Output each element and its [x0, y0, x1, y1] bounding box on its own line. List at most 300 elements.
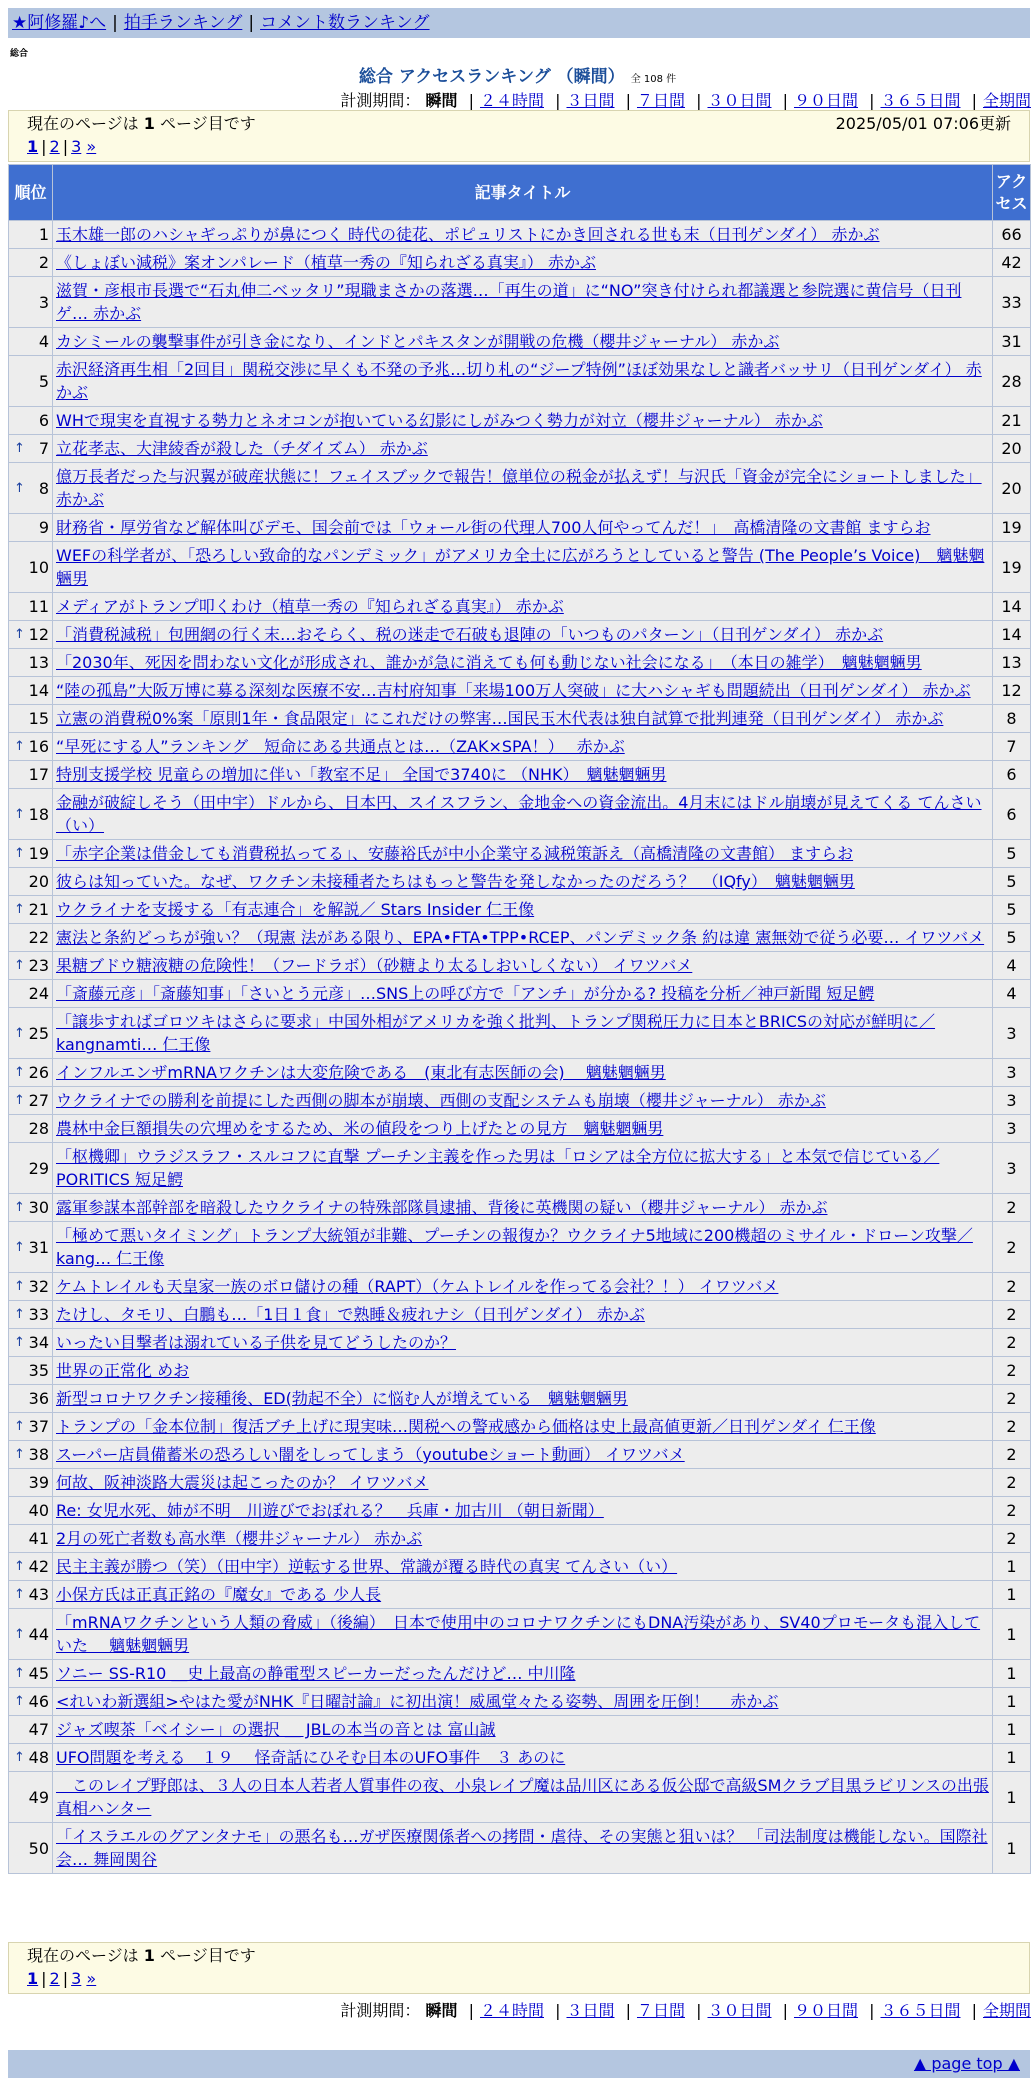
title-cell — [53, 705, 993, 733]
title-cell — [53, 1716, 993, 1744]
title-cell — [53, 277, 993, 328]
title-cell — [53, 1115, 993, 1143]
header-title: 記事タイトル — [53, 165, 993, 221]
rank-up-arrow-icon: ↑ — [14, 1335, 25, 1350]
access-count: 14 — [993, 621, 1031, 649]
pager-bottom: 1 | 2 | 3 » — [27, 1969, 97, 1988]
article-link[interactable]: メディアがトランプ叩くわけ（植草一秀の『知られざる真実』） 赤かぶ — [56, 597, 564, 616]
access-count: 14 — [993, 593, 1031, 621]
article-link[interactable]: 小保方氏は正真正銘の『魔女』である 少人長 — [56, 1585, 382, 1604]
table-row — [9, 407, 1031, 435]
access-count: 2 — [993, 1329, 1031, 1357]
article-link[interactable]: ウクライナを支援する「有志連合」を解説／ Stars Insider 仁王像 — [56, 900, 535, 919]
table-row — [9, 1329, 1031, 1357]
article-link[interactable]: 新型コロナワクチン接種後、ED(勃起不全）に悩む人が増えている 魑魅魍魎男 — [56, 1389, 628, 1408]
access-count: 1 — [993, 1688, 1031, 1716]
table-row — [9, 1688, 1031, 1716]
title-cell — [53, 1772, 993, 1823]
table-row — [9, 1823, 1031, 1874]
period-all[interactable]: 全期間 — [982, 91, 1031, 110]
comment-ranking-link[interactable]: コメント数ランキング — [260, 13, 430, 33]
title-cell — [53, 1497, 993, 1525]
article-link[interactable]: ジャズ喫茶「ベイシー」の選択 ＿ JBLの本当の音とは 富山誠 — [56, 1720, 496, 1739]
rank-cell — [9, 1688, 53, 1716]
table-row — [9, 1660, 1031, 1688]
period-24h[interactable]: ２４時間 — [479, 91, 544, 110]
applause-ranking-link[interactable]: 拍手ランキング — [123, 13, 243, 33]
rank-cell — [9, 1194, 53, 1222]
article-link[interactable]: 立花孝志、大津綾香が殺した（チダイズム） 赤かぶ — [56, 439, 428, 458]
rank-up-arrow-icon: ↑ — [14, 1666, 25, 1681]
article-link[interactable]: UFO問題を考える １９ 怪奇話にひそむ日本のUFO事件 ３ あのに — [56, 1748, 566, 1767]
rank-number: 6 — [38, 411, 49, 430]
article-link[interactable]: 世界の正常化 めお — [56, 1361, 190, 1380]
rank-number: 42 — [28, 1557, 49, 1576]
access-count: 5 — [993, 924, 1031, 952]
table-row — [9, 1744, 1031, 1772]
next-page-link[interactable]: » — [86, 137, 97, 156]
rank-number: 2 — [38, 253, 49, 272]
rank-up-arrow-icon: ↑ — [14, 441, 25, 456]
current-page-text: 現在のページは 1 ページ目です — [27, 1946, 256, 1965]
rank-cell — [9, 649, 53, 677]
rank-cell — [9, 1469, 53, 1497]
title-cell — [53, 1194, 993, 1222]
rank-cell — [9, 924, 53, 952]
rank-up-arrow-icon: ↑ — [14, 1694, 25, 1709]
rank-cell — [9, 952, 53, 980]
article-link[interactable]: 金融が破綻しそう（田中宇）ドルから、日本円、スイスフラン、金地金への資金流出。4月末にはドル崩壊が見えてくる てんさい（い） — [56, 793, 982, 835]
title-cell — [53, 761, 993, 789]
rank-cell — [9, 1525, 53, 1553]
article-link[interactable]: 億万長者だった与沢翼が破産状態に！フェイスブックで報告！億単位の税金が払えず！与沢氏「資金が完全にショートしました」 赤かぶ — [56, 467, 982, 509]
access-count: 4 — [993, 980, 1031, 1008]
title-cell — [53, 1413, 993, 1441]
rank-up-arrow-icon: ↑ — [14, 846, 25, 861]
updated-timestamp: 2025/05/01 07:06更新 — [835, 114, 1011, 133]
rank-cell — [9, 356, 53, 407]
article-link[interactable]: 赤沢経済再生相「2回目」関税交渉に早くも不発の予兆…切り札の“ジープ特例”ほぼ効果なしと識者バッサリ（日刊ゲンダイ） 赤かぶ — [56, 360, 982, 402]
rank-number: 38 — [28, 1445, 49, 1464]
article-link[interactable]: カシミールの襲撃事件が引き金になり、インドとパキスタンが開戦の危機（櫻井ジャーナル） 赤かぶ — [56, 332, 780, 351]
rank-up-arrow-icon: ↑ — [14, 1200, 25, 1215]
period-90d[interactable]: ９０日間 — [793, 91, 858, 110]
title-cell — [53, 677, 993, 705]
rank-cell — [9, 677, 53, 705]
article-link[interactable]: 「赤字企業は借金しても消費税払ってる」、安藤裕氏が中小企業守る減税策訴え（高橋清隆の文書館） ますらお — [56, 844, 854, 863]
rank-number: 4 — [38, 332, 49, 351]
rank-number: 1 — [38, 225, 49, 244]
rank-cell — [9, 1553, 53, 1581]
ranking-table — [8, 164, 1031, 1874]
rank-up-arrow-icon: ↑ — [14, 1093, 25, 1108]
article-link[interactable]: 《しょぼい減税》案オンパレード（植草一秀の『知られざる真実』） 赤かぶ — [56, 253, 596, 272]
rank-cell — [9, 435, 53, 463]
rank-number: 41 — [28, 1529, 49, 1548]
rank-cell — [9, 1581, 53, 1609]
table-row — [9, 1273, 1031, 1301]
title-cell — [53, 649, 993, 677]
pager-top: 1 | 2 | 3 » — [27, 137, 97, 156]
rank-number: 5 — [38, 371, 49, 391]
article-link[interactable]: 果糖ブドウ糖液糖の危険性！（フードラボ）（砂糖より太るしおいしくない） イワツバメ — [56, 956, 693, 975]
page-link-1[interactable]: 1 — [27, 137, 39, 156]
table-row — [9, 221, 1031, 249]
access-count: 1 — [993, 1772, 1031, 1823]
article-link[interactable]: 「譲歩すればゴロツキはさらに要求」中国外相がアメリカを強く批判、トランプ関税圧力に日本とBRICSの対応が鮮明に／kangnamti… 仁王像 — [56, 1012, 936, 1054]
rank-up-arrow-icon: ↑ — [14, 1447, 25, 1462]
table-header-row — [9, 165, 1031, 221]
access-count: 5 — [993, 868, 1031, 896]
access-count: 1 — [993, 1609, 1031, 1660]
title-cell — [53, 980, 993, 1008]
table-row — [9, 277, 1031, 328]
title-cell — [53, 1469, 993, 1497]
table-row — [9, 435, 1031, 463]
title-cell — [53, 952, 993, 980]
access-count: 3 — [993, 1059, 1031, 1087]
article-link[interactable]: スーパー店員備蓄米の恐ろしい闇をしってしまう（youtubeショート動画） イワツバメ — [56, 1445, 685, 1464]
access-count: 66 — [993, 221, 1031, 249]
rank-cell — [9, 1222, 53, 1273]
table-row — [9, 1772, 1031, 1823]
table-row — [9, 514, 1031, 542]
title-cell — [53, 924, 993, 952]
rank-number: 22 — [28, 928, 49, 947]
table-row — [9, 1609, 1031, 1660]
table-row — [9, 1008, 1031, 1059]
access-count: 1 — [993, 1660, 1031, 1688]
title-cell — [53, 1553, 993, 1581]
total-count: 全 108 件 — [630, 74, 677, 85]
title-cell — [53, 1609, 993, 1660]
title-cell — [53, 1581, 993, 1609]
article-link[interactable]: <れいわ新選組>やはた愛がNHK『日曜討論』に初出演！威風堂々たる姿勢、周囲を圧倒！ 赤かぶ — [56, 1692, 779, 1711]
access-count: 2 — [993, 1469, 1031, 1497]
rank-cell — [9, 1329, 53, 1357]
access-count: 1 — [993, 1823, 1031, 1874]
access-count: 5 — [993, 840, 1031, 868]
period-selector-bottom: 計測期間： 瞬間 | ２４時間 | ３日間 | ７日間 | ３０日間 | ９０日間 | ３６５日間 | 全期間 — [340, 2001, 1031, 2020]
access-count: 2 — [993, 1525, 1031, 1553]
access-count: 28 — [993, 356, 1031, 407]
table-row — [9, 705, 1031, 733]
page-info-top — [8, 110, 1030, 162]
table-row — [9, 980, 1031, 1008]
article-link[interactable]: “陸の孤島”大阪万博に募る深刻な医療不安…吉村府知事「来場100万人突破」に大ハシャギも問題続出（日刊ゲンダイ） 赤かぶ — [56, 681, 971, 700]
article-link[interactable]: 何故、阪神淡路大震災は起こったのか？ イワツバメ — [56, 1473, 429, 1492]
bottom-bar — [8, 2050, 1030, 2078]
access-count: 21 — [993, 407, 1031, 435]
article-link[interactable]: “早死にする人”ランキング 短命にある共通点とは…（ZAK×SPA！） 赤かぶ — [56, 737, 625, 756]
rank-cell — [9, 1143, 53, 1194]
rank-up-arrow-icon: ↑ — [14, 806, 25, 822]
rank-number: 49 — [28, 1787, 49, 1807]
access-count: 8 — [993, 705, 1031, 733]
article-link[interactable]: いったい目撃者は溺れている子供を見てどうしたのか？ — [56, 1333, 457, 1352]
page-link-3[interactable]: 3 — [71, 137, 82, 156]
rank-cell — [9, 840, 53, 868]
rank-cell — [9, 1823, 53, 1874]
access-count: 2 — [993, 1301, 1031, 1329]
rank-number: 7 — [38, 439, 49, 458]
article-link[interactable]: 滋賀・彦根市長選で“石丸伸二ベッタリ”現職まさかの落選…「再生の道」に“NO”突き付けられ都議選と参院選に黄信号（日刊ゲ… 赤かぶ — [56, 281, 962, 323]
rank-up-arrow-icon: ↑ — [14, 958, 25, 973]
page-title-line — [0, 62, 1035, 87]
table-row — [9, 1222, 1031, 1273]
period-90d[interactable]: ９０日間 — [793, 2001, 858, 2020]
access-count: 2 — [993, 1273, 1031, 1301]
access-count: 20 — [993, 463, 1031, 514]
rank-cell — [9, 249, 53, 277]
article-link[interactable]: 「mRNAワクチンという人類の脅威」（後編） 日本で使用中のコロナワクチンにもDNA汚染があり、SV40プロモータも混入していた 魑魅魍魎男 — [56, 1613, 981, 1655]
access-count: 1 — [993, 1553, 1031, 1581]
article-link[interactable]: Re: 女児水死、姉が不明 川遊びでおぼれる？ 兵庫・加古川 （朝日新聞） — [56, 1501, 604, 1520]
article-link[interactable]: 玉木雄一郎のハシャギっぷりが鼻につく 時代の徒花、ポピュリストにかき回される世も末（日刊ゲンダイ） 赤かぶ — [56, 225, 880, 244]
rank-cell — [9, 705, 53, 733]
rank-number: 39 — [28, 1473, 49, 1492]
period-label: 計測期間： — [340, 91, 421, 110]
article-link[interactable]: このレイプ野郎は、３人の日本人若者人質事件の夜、小泉レイプ魔は品川区にある仮公邸で高級SMクラブ目黒ラビリンスの出張 真相ハンター — [56, 1776, 989, 1818]
page-info-bottom — [8, 1942, 1030, 1994]
rank-cell — [9, 407, 53, 435]
title-cell — [53, 1273, 993, 1301]
title-cell — [53, 621, 993, 649]
rank-cell — [9, 1716, 53, 1744]
article-link[interactable]: 「枢機卿」ウラジスラフ・スルコフに直撃 プーチン主義を作った男は「ロシアは全方位に拡大する」と本気で信じている／PORITICS 短足鰐 — [56, 1147, 940, 1189]
article-link[interactable]: 彼らは知っていた。なぜ、ワクチン未接種者たちはもっと警告を発しなかったのだろう？ （IQfy） 魑魅魍魎男 — [56, 872, 855, 891]
title-cell — [53, 463, 993, 514]
rank-number: 3 — [38, 292, 49, 312]
period-current: 瞬間 — [425, 91, 458, 110]
rank-cell — [9, 328, 53, 356]
rank-up-arrow-icon: ↑ — [14, 1587, 25, 1602]
period-selector-top: 計測期間： 瞬間 | ２４時間 | ３日間 | ７日間 | ３０日間 | ９０日間 | ３６５日間 | 全期間 — [340, 91, 1031, 110]
title-cell — [53, 356, 993, 407]
table-row — [9, 1441, 1031, 1469]
table-row — [9, 1716, 1031, 1744]
article-link[interactable]: 立憲の消費税0%案「原則1年・食品限定」にこれだけの弊害…国民玉木代表は独自試算で批判連発（日刊ゲンダイ） 赤かぶ — [56, 709, 944, 728]
rank-number: 9 — [38, 518, 49, 537]
header-rank: 順位 — [9, 165, 53, 221]
rank-number: 48 — [28, 1748, 49, 1767]
title-cell — [53, 733, 993, 761]
page-link-2[interactable]: 2 — [49, 1969, 60, 1988]
period-365d[interactable]: ３６５日間 — [880, 2001, 961, 2020]
access-count: 3 — [993, 1087, 1031, 1115]
table-row — [9, 733, 1031, 761]
rank-number: 33 — [28, 1305, 49, 1324]
rank-number: 16 — [28, 737, 49, 756]
table-row — [9, 896, 1031, 924]
rank-cell — [9, 733, 53, 761]
next-page-link[interactable]: » — [86, 1969, 97, 1988]
rank-number: 27 — [28, 1091, 49, 1110]
page-title: 総合 アクセスランキング （瞬間） — [358, 67, 625, 87]
rank-number: 47 — [28, 1720, 49, 1739]
title-cell — [53, 1441, 993, 1469]
rank-cell — [9, 1441, 53, 1469]
rank-number: 28 — [28, 1119, 49, 1138]
access-count: 31 — [993, 328, 1031, 356]
table-row — [9, 249, 1031, 277]
article-link[interactable]: 露軍参謀本部幹部を暗殺したウクライナの特殊部隊員逮捕、背後に英機関の疑い（櫻井ジャーナル） 赤かぶ — [56, 1198, 828, 1217]
table-row — [9, 1497, 1031, 1525]
rank-cell — [9, 621, 53, 649]
rank-up-arrow-icon: ↑ — [14, 1626, 25, 1642]
access-count: 19 — [993, 542, 1031, 593]
rank-number: 11 — [28, 597, 49, 616]
rank-number: 26 — [28, 1063, 49, 1082]
period-all[interactable]: 全期間 — [982, 2001, 1031, 2020]
title-cell — [53, 249, 993, 277]
period-3d[interactable]: ３日間 — [566, 2001, 615, 2020]
rank-up-arrow-icon: ↑ — [14, 1065, 25, 1080]
rank-up-arrow-icon: ↑ — [14, 627, 25, 642]
rank-up-arrow-icon: ↑ — [14, 1419, 25, 1434]
article-link[interactable]: 「2030年、死因を問わない文化が形成され、誰かが急に消えても何も動じない社会になる」 （本日の雑学） 魑魅魍魎男 — [56, 653, 922, 672]
title-cell — [53, 1688, 993, 1716]
rank-cell — [9, 1744, 53, 1772]
table-row — [9, 1301, 1031, 1329]
article-link[interactable]: WEFの科学者が、「恐ろしい致命的なパンデミック」がアメリカ全土に広がろうとしていると警告 (The People’s Voice) 魑魅魍魎男 — [56, 546, 985, 588]
rank-cell — [9, 514, 53, 542]
table-row — [9, 840, 1031, 868]
table-row — [9, 1385, 1031, 1413]
ranking-body — [9, 221, 1031, 1874]
article-link[interactable]: 財務省・厚労省など解体叫びデモ、国会前では「ウォール街の代理人700人何やってんだ！」 高橋清隆の文書館 ますらお — [56, 518, 931, 537]
rank-cell — [9, 761, 53, 789]
title-cell — [53, 789, 993, 840]
rank-cell — [9, 593, 53, 621]
article-link[interactable]: トランプの「金本位制」復活ブチ上げに現実味…関税への警戒感から価格は史上最高値更新／日刊ゲンダイ 仁王像 — [56, 1417, 876, 1436]
page-top-link[interactable]: ▲ page top ▲ — [913, 2054, 1020, 2073]
rank-number: 8 — [38, 478, 49, 498]
home-link[interactable]: ★阿修羅♪へ — [12, 13, 107, 33]
article-link[interactable]: WHで現実を直視する勢力とネオコンが抱いている幻影にしがみつく勢力が対立（櫻井ジャーナル） 赤かぶ — [56, 411, 823, 430]
period-30d[interactable]: ３０日間 — [707, 91, 772, 110]
rank-cell — [9, 1385, 53, 1413]
article-link[interactable]: 民主主義が勝つ（笑）（田中宇）逆転する世界、常識が覆る時代の真実 てんさい（い） — [56, 1557, 678, 1576]
rank-number: 30 — [28, 1198, 49, 1217]
rank-number: 36 — [28, 1389, 49, 1408]
rank-cell — [9, 789, 53, 840]
rank-cell — [9, 1772, 53, 1823]
title-cell — [53, 896, 993, 924]
table-row — [9, 677, 1031, 705]
period-365d[interactable]: ３６５日間 — [880, 91, 961, 110]
title-cell — [53, 593, 993, 621]
period-7d[interactable]: ７日間 — [636, 91, 685, 110]
title-cell — [53, 1385, 993, 1413]
table-row — [9, 1087, 1031, 1115]
rank-cell — [9, 1301, 53, 1329]
article-link[interactable]: 農林中金巨額損失の穴埋めをするため、米の値段をつり上げたとの見方 魑魅魍魎男 — [56, 1119, 664, 1138]
period-24h[interactable]: ２４時間 — [479, 2001, 544, 2020]
title-cell — [53, 1222, 993, 1273]
rank-number: 12 — [28, 625, 49, 644]
rank-number: 44 — [28, 1624, 49, 1644]
page-link-1[interactable]: 1 — [27, 1969, 39, 1988]
article-link[interactable]: 憲法と条約どっちが強い？（現憲 法がある限り、EPA•FTA•TPP•RCEP、パンデミック条 約は違 憲無効で従う必要… イワツバメ — [56, 928, 985, 947]
article-link[interactable]: ウクライナでの勝利を前提にした西側の脚本が崩壊、西側の支配システムも崩壊（櫻井ジャーナル） 赤かぶ — [56, 1091, 826, 1110]
period-30d[interactable]: ３０日間 — [707, 2001, 772, 2020]
access-count: 33 — [993, 277, 1031, 328]
access-count: 42 — [993, 249, 1031, 277]
article-link[interactable]: 「極めて悪いタイミング」トランプ大統領が非難、プーチンの報復か？ウクライナ5地域に200機超のミサイル・ドローン攻撃／kang… 仁王像 — [56, 1226, 973, 1268]
article-link[interactable]: 「斎藤元彦」「斎藤知事」「さいとう元彦」…SNS上の呼び方で「アンチ」が分かる? 投稿を分析／神戸新聞 短足鰐 — [56, 984, 875, 1003]
period-current: 瞬間 — [425, 2001, 458, 2020]
rank-up-arrow-icon: ↑ — [14, 1750, 25, 1765]
article-link[interactable]: ソニー SS-R10 ＿史上最高の静電型スピーカーだったんだけど… 中川隆 — [56, 1664, 576, 1683]
rank-cell — [9, 1660, 53, 1688]
article-link[interactable]: 「消費税減税」包囲網の行く末…おそらく、税の迷走で石破も退陣の「いつものパターン」（日刊ゲンダイ） 赤かぶ — [56, 625, 884, 644]
current-page-text: 現在のページは 1 ページ目です — [27, 114, 256, 133]
rank-number: 10 — [28, 557, 49, 577]
rank-number: 50 — [28, 1838, 49, 1858]
article-link[interactable]: 「イスラエルのグアンタナモ」の悪名も…ガザ医療関係者への拷問・虐待、その実態と狙いは？ 「司法制度は機能しない。国際社会… 舞岡関谷 — [56, 1827, 988, 1869]
rank-cell — [9, 1413, 53, 1441]
table-row — [9, 649, 1031, 677]
article-link[interactable]: ケムトレイルも天皇家一族のボロ儲けの種（RAPT）（ケムトレイルを作ってる会社？！） イワツバメ — [56, 1277, 779, 1296]
title-cell — [53, 1329, 993, 1357]
rank-number: 17 — [28, 765, 49, 784]
title-cell — [53, 1087, 993, 1115]
access-count: 2 — [993, 1194, 1031, 1222]
article-link[interactable]: 特別支援学校 児童らの増加に伴い「教室不足」 全国で3740に （NHK） 魑魅魍魎男 — [56, 765, 667, 784]
title-cell — [53, 840, 993, 868]
access-count: 6 — [993, 761, 1031, 789]
access-count: 12 — [993, 677, 1031, 705]
title-cell — [53, 542, 993, 593]
rank-cell — [9, 221, 53, 249]
access-count: 5 — [993, 896, 1031, 924]
title-cell — [53, 514, 993, 542]
rank-number: 37 — [28, 1417, 49, 1436]
article-link[interactable]: たけし、タモリ、白鵬も…「1日１食」で熟睡＆疲れナシ（日刊ゲンダイ） 赤かぶ — [56, 1305, 645, 1324]
access-count: 20 — [993, 435, 1031, 463]
article-link[interactable]: インフルエンザmRNAワクチンは大変危険である (東北有志医師の会) 魑魅魍魎男 — [56, 1063, 666, 1082]
table-row — [9, 1413, 1031, 1441]
nav-separator: | — [112, 13, 118, 33]
title-cell — [53, 1823, 993, 1874]
rank-number: 13 — [28, 653, 49, 672]
period-3d[interactable]: ３日間 — [566, 91, 615, 110]
page-link-3[interactable]: 3 — [71, 1969, 82, 1988]
title-cell — [53, 1143, 993, 1194]
table-row — [9, 1194, 1031, 1222]
table-row — [9, 621, 1031, 649]
table-row — [9, 1115, 1031, 1143]
article-link[interactable]: 2月の死亡者数も高水準（櫻井ジャーナル） 赤かぶ — [56, 1529, 423, 1548]
rank-cell — [9, 868, 53, 896]
table-row — [9, 924, 1031, 952]
rank-up-arrow-icon: ↑ — [14, 1559, 25, 1574]
rank-cell — [9, 1115, 53, 1143]
table-row — [9, 868, 1031, 896]
access-count: 7 — [993, 733, 1031, 761]
table-row — [9, 1469, 1031, 1497]
rank-number: 19 — [28, 844, 49, 863]
access-count: 1 — [993, 1581, 1031, 1609]
rank-number: 40 — [28, 1501, 49, 1520]
period-7d[interactable]: ７日間 — [636, 2001, 685, 2020]
top-nav-bar — [8, 8, 1030, 38]
title-cell — [53, 407, 993, 435]
rank-cell — [9, 1273, 53, 1301]
page-link-2[interactable]: 2 — [49, 137, 60, 156]
rank-cell — [9, 277, 53, 328]
